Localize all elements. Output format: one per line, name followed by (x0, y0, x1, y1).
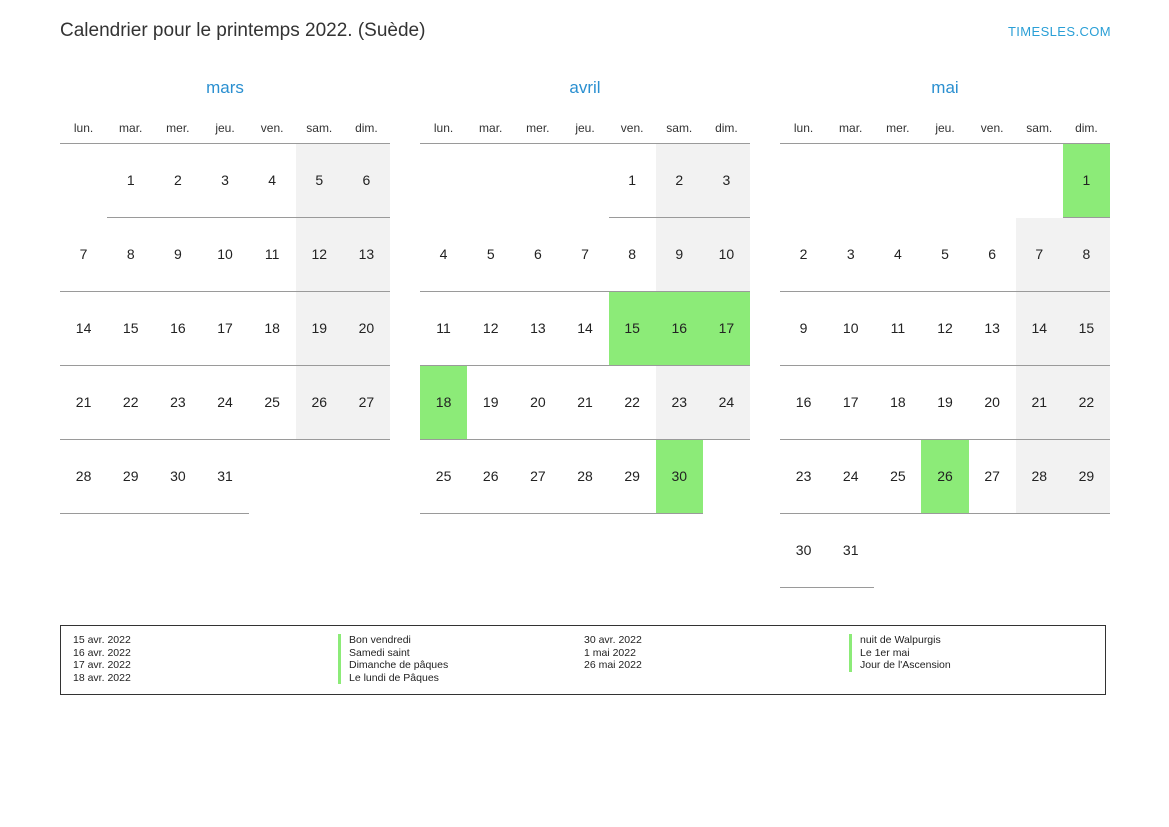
day-cell[interactable] (874, 440, 921, 514)
week-row (420, 366, 750, 440)
day-number: 26 (921, 440, 968, 513)
day-number: 3 (846, 245, 855, 262)
day-number (969, 144, 1016, 217)
day-cell[interactable] (921, 366, 968, 440)
legend-date: 1 mai 2022 (584, 646, 636, 659)
day-cell[interactable] (201, 440, 248, 514)
weekday-header: dim. (703, 112, 750, 144)
day-cell-empty (1016, 144, 1063, 218)
day-cell[interactable] (154, 440, 201, 514)
weekday-header: mer. (154, 112, 201, 144)
week-row (60, 440, 390, 514)
weekday-header: sam. (656, 112, 703, 144)
day-number: 27 (343, 366, 390, 439)
legend-left-dates (73, 634, 338, 684)
day-cell[interactable] (201, 144, 248, 218)
day-cell[interactable] (514, 366, 561, 440)
day-number: 12 (296, 218, 343, 291)
day-cell[interactable] (296, 144, 343, 218)
month-block (420, 78, 750, 588)
day-cell[interactable] (107, 144, 154, 218)
day-number: 14 (577, 320, 593, 336)
week-row (60, 144, 390, 218)
day-cell[interactable] (296, 366, 343, 440)
month-name: mai (931, 78, 959, 97)
day-number: 20 (984, 394, 1000, 410)
day-number: 9 (173, 246, 182, 262)
day-cell[interactable] (420, 292, 467, 366)
day-cell[interactable] (249, 366, 296, 440)
day-cell[interactable] (609, 218, 656, 292)
day-number (420, 144, 467, 217)
day-number: 11 (436, 320, 451, 336)
day-cell-empty (921, 144, 968, 218)
day-number: 7 (1016, 218, 1063, 291)
day-cell[interactable] (874, 218, 921, 292)
day-number: 22 (1063, 366, 1110, 439)
legend-date: 30 avr. 2022 (584, 634, 642, 646)
day-number: 5 (296, 144, 343, 217)
site-brand-link[interactable]: TIMESLES.COM (1007, 24, 1111, 39)
day-number: 4 (439, 245, 448, 262)
day-cell[interactable] (780, 218, 827, 292)
day-number: 23 (656, 366, 703, 439)
week-row (420, 218, 750, 292)
day-cell[interactable] (656, 144, 703, 218)
day-cell[interactable] (343, 292, 390, 366)
day-number: 19 (937, 394, 953, 410)
week-row (420, 144, 750, 218)
day-number (1016, 144, 1063, 217)
day-cell[interactable] (514, 218, 561, 292)
day-number: 22 (624, 394, 640, 410)
weekday-header: lun. (780, 112, 827, 144)
day-cell[interactable] (420, 218, 467, 292)
day-cell[interactable] (827, 440, 874, 514)
weekday-header: mer. (874, 112, 921, 144)
month-table (420, 112, 750, 514)
day-cell[interactable] (609, 440, 656, 514)
day-number (874, 144, 921, 217)
day-cell-holiday[interactable] (703, 292, 750, 366)
day-cell[interactable] (467, 366, 514, 440)
day-number: 5 (486, 245, 495, 262)
day-number: 23 (170, 394, 186, 410)
day-number: 27 (984, 468, 1000, 484)
day-number: 2 (173, 172, 182, 188)
day-number (249, 440, 296, 513)
day-number: 11 (890, 320, 906, 336)
day-cell-empty (561, 144, 608, 218)
day-number: 16 (795, 394, 812, 410)
legend-date: 18 avr. 2022 (73, 671, 131, 684)
day-number: 21 (577, 394, 593, 410)
day-cell[interactable] (1063, 218, 1110, 292)
day-cell-holiday[interactable] (420, 366, 467, 440)
day-cell[interactable] (780, 292, 827, 366)
day-cell[interactable] (561, 292, 608, 366)
day-cell[interactable] (60, 218, 107, 292)
day-cell-holiday[interactable] (609, 292, 656, 366)
day-number: 19 (482, 394, 499, 410)
day-number (921, 514, 968, 587)
day-number: 18 (890, 394, 906, 410)
weekday-header: mar. (107, 112, 154, 144)
day-number: 3 (221, 172, 229, 188)
day-number: 15 (609, 292, 656, 365)
day-number: 12 (482, 320, 499, 336)
day-cell[interactable] (467, 218, 514, 292)
day-number: 29 (624, 468, 640, 484)
weekday-header-row (420, 112, 750, 144)
day-number: 30 (795, 542, 812, 558)
day-number: 12 (937, 320, 953, 336)
day-number: 24 (842, 468, 859, 484)
day-number: 30 (656, 440, 703, 513)
week-row (780, 144, 1110, 218)
week-row (420, 440, 750, 514)
day-number (60, 144, 107, 217)
legend-right-dates (584, 634, 849, 684)
day-number: 1 (126, 172, 135, 188)
legend-date: 17 avr. 2022 (73, 659, 131, 672)
day-number (514, 144, 561, 217)
day-number: 15 (1063, 292, 1110, 365)
day-cell[interactable] (343, 218, 390, 292)
legend-date: 15 avr. 2022 (73, 634, 131, 646)
day-cell[interactable] (969, 366, 1016, 440)
day-number: 21 (1016, 366, 1063, 439)
day-number: 28 (75, 468, 92, 484)
day-cell-empty (703, 440, 750, 514)
day-cell[interactable] (296, 292, 343, 366)
day-cell[interactable] (249, 292, 296, 366)
day-number: 29 (122, 468, 139, 484)
day-cell[interactable] (827, 292, 874, 366)
day-number: 10 (703, 218, 750, 291)
day-number (296, 440, 343, 513)
legend-right-names (849, 634, 1095, 684)
day-cell[interactable] (1016, 440, 1063, 514)
day-cell[interactable] (107, 366, 154, 440)
day-number: 23 (795, 468, 812, 484)
day-cell-empty (60, 144, 107, 218)
day-cell[interactable] (703, 218, 750, 292)
day-cell[interactable] (561, 218, 608, 292)
day-number: 25 (264, 394, 280, 410)
week-row (60, 218, 390, 292)
week-row (60, 292, 390, 366)
day-number: 3 (703, 144, 750, 217)
day-cell-empty (827, 144, 874, 218)
day-cell[interactable] (60, 292, 107, 366)
day-number: 16 (656, 292, 703, 365)
day-number: 1 (628, 172, 637, 188)
day-cell[interactable] (656, 366, 703, 440)
day-number: 24 (217, 394, 233, 410)
week-row (780, 218, 1110, 292)
day-number: 16 (170, 320, 186, 336)
day-cell[interactable] (154, 366, 201, 440)
week-row (780, 366, 1110, 440)
week-row (780, 440, 1110, 514)
day-number: 17 (842, 394, 859, 410)
day-cell[interactable] (467, 440, 514, 514)
weekday-header: lun. (420, 112, 467, 144)
day-number: 26 (482, 468, 499, 484)
day-cell[interactable] (107, 292, 154, 366)
day-cell-empty (514, 144, 561, 218)
day-cell[interactable] (703, 144, 750, 218)
day-number: 7 (581, 245, 589, 262)
day-number: 5 (941, 245, 949, 262)
day-cell[interactable] (609, 366, 656, 440)
day-number: 31 (842, 542, 859, 558)
day-number: 6 (533, 245, 542, 262)
day-cell-empty (780, 144, 827, 218)
day-cell[interactable] (107, 218, 154, 292)
day-cell[interactable] (154, 144, 201, 218)
legend-date: 16 avr. 2022 (73, 646, 131, 659)
day-cell-empty (874, 514, 921, 588)
weekday-header: mer. (514, 112, 561, 144)
week-row (780, 292, 1110, 366)
month-block (60, 78, 390, 588)
day-cell[interactable] (780, 514, 827, 588)
day-cell[interactable] (561, 440, 608, 514)
day-number (561, 144, 608, 217)
day-number: 15 (122, 320, 139, 336)
month-name: mars (206, 78, 244, 97)
day-number (703, 440, 750, 513)
day-cell[interactable] (514, 440, 561, 514)
day-number: 7 (79, 245, 88, 262)
day-number (1063, 514, 1110, 587)
day-cell-empty (1016, 514, 1063, 588)
day-cell-holiday[interactable] (656, 440, 703, 514)
weekday-header: ven. (609, 112, 656, 144)
day-cell-holiday[interactable] (1063, 144, 1110, 218)
weekday-header: jeu. (561, 112, 608, 144)
day-cell[interactable] (60, 440, 107, 514)
day-cell[interactable] (343, 366, 390, 440)
day-number: 31 (217, 468, 233, 484)
day-cell-empty (249, 440, 296, 514)
day-cell[interactable] (60, 366, 107, 440)
day-cell[interactable] (514, 292, 561, 366)
day-number: 21 (75, 394, 92, 410)
day-cell[interactable] (296, 218, 343, 292)
weekday-header: sam. (296, 112, 343, 144)
day-cell-empty (1063, 514, 1110, 588)
day-cell-holiday[interactable] (921, 440, 968, 514)
day-number: 27 (530, 468, 546, 484)
day-number (921, 144, 968, 217)
day-cell[interactable] (1016, 292, 1063, 366)
day-number: 18 (264, 320, 280, 336)
day-cell[interactable] (703, 366, 750, 440)
day-cell[interactable] (201, 292, 248, 366)
day-number: 22 (122, 394, 139, 410)
legend-column-right (584, 634, 1095, 684)
day-number: 13 (984, 320, 1000, 336)
day-cell-empty (343, 440, 390, 514)
week-row (60, 366, 390, 440)
day-cell[interactable] (827, 366, 874, 440)
day-number: 17 (703, 292, 750, 365)
day-number: 10 (842, 320, 859, 336)
legend-holiday-name: nuit de Walpurgis (849, 634, 1095, 647)
week-row (420, 292, 750, 366)
month-name: avril (569, 78, 601, 97)
day-number: 19 (296, 292, 343, 365)
day-number: 17 (217, 320, 233, 336)
day-number: 9 (656, 218, 703, 291)
day-cell-empty (921, 514, 968, 588)
legend-date: 26 mai 2022 (584, 659, 642, 672)
day-cell[interactable] (1016, 218, 1063, 292)
weekday-header: ven. (969, 112, 1016, 144)
day-cell[interactable] (921, 292, 968, 366)
day-number: 13 (343, 218, 390, 291)
day-cell-empty (296, 440, 343, 514)
day-number: 14 (75, 320, 92, 336)
day-cell[interactable] (154, 292, 201, 366)
weekday-header: sam. (1016, 112, 1063, 144)
day-number (1016, 514, 1063, 587)
day-number: 10 (217, 246, 233, 262)
day-number: 25 (890, 468, 906, 484)
day-number (827, 144, 874, 217)
weekday-header-row (60, 112, 390, 144)
day-number (780, 144, 827, 217)
month-table (60, 112, 390, 514)
month-block (780, 78, 1110, 588)
weekday-header: mar. (827, 112, 874, 144)
day-number: 20 (530, 394, 546, 410)
weekday-header: jeu. (201, 112, 248, 144)
day-cell[interactable] (561, 366, 608, 440)
day-cell-empty (969, 514, 1016, 588)
day-number: 8 (1063, 218, 1110, 291)
day-number: 28 (577, 468, 593, 484)
legend (60, 625, 1106, 695)
day-cell[interactable] (107, 440, 154, 514)
day-cell[interactable] (827, 218, 874, 292)
day-cell[interactable] (249, 218, 296, 292)
weekday-header: ven. (249, 112, 296, 144)
day-number: 6 (988, 245, 997, 262)
legend-holiday-name: Dimanche de pâques (338, 659, 584, 672)
day-cell[interactable] (249, 144, 296, 218)
legend-holiday-name: Jour de l'Ascension (849, 659, 1095, 672)
day-number: 20 (343, 292, 390, 365)
day-cell[interactable] (969, 440, 1016, 514)
day-number: 9 (799, 320, 808, 336)
day-number: 4 (268, 172, 277, 188)
legend-holiday-name: Le 1er mai (849, 647, 1095, 660)
day-cell[interactable] (343, 144, 390, 218)
day-number: 8 (126, 246, 135, 262)
day-cell[interactable] (609, 144, 656, 218)
day-cell[interactable] (1063, 366, 1110, 440)
day-cell[interactable] (874, 292, 921, 366)
day-cell-empty (969, 144, 1016, 218)
day-number: 25 (435, 468, 452, 484)
day-number: 4 (893, 245, 902, 262)
day-cell[interactable] (969, 292, 1016, 366)
day-number: 1 (1063, 144, 1110, 217)
day-cell-empty (467, 144, 514, 218)
weekday-header-row (780, 112, 1110, 144)
day-number (969, 514, 1016, 587)
day-cell[interactable] (780, 440, 827, 514)
day-number: 14 (1016, 292, 1063, 365)
legend-holiday-name: Samedi saint (338, 647, 584, 660)
day-cell[interactable] (1063, 292, 1110, 366)
day-cell[interactable] (656, 218, 703, 292)
day-number: 11 (264, 246, 280, 262)
day-number (467, 144, 514, 217)
weekday-header: dim. (1063, 112, 1110, 144)
weekday-header: mar. (467, 112, 514, 144)
day-cell[interactable] (201, 366, 248, 440)
week-row (780, 514, 1110, 588)
day-number: 30 (170, 468, 186, 484)
day-cell[interactable] (420, 440, 467, 514)
day-cell[interactable] (969, 218, 1016, 292)
legend-holiday-name: Le lundi de Pâques (338, 672, 584, 685)
day-cell[interactable] (1063, 440, 1110, 514)
day-cell[interactable] (874, 366, 921, 440)
day-cell-holiday[interactable] (656, 292, 703, 366)
day-number: 29 (1063, 440, 1110, 513)
legend-holiday-name: Bon vendredi (338, 634, 584, 647)
weekday-header: dim. (343, 112, 390, 144)
weekday-header: jeu. (921, 112, 968, 144)
weekday-header: lun. (60, 112, 107, 144)
page-title: Calendrier pour le printemps 2022. (Suède) (60, 20, 426, 41)
day-number: 28 (1016, 440, 1063, 513)
day-number (874, 514, 921, 587)
month-table (780, 112, 1110, 588)
day-number: 26 (296, 366, 343, 439)
day-number: 2 (656, 144, 703, 217)
day-cell[interactable] (827, 514, 874, 588)
day-cell-empty (874, 144, 921, 218)
day-number (343, 440, 390, 513)
day-cell[interactable] (154, 218, 201, 292)
legend-column-left (73, 634, 584, 684)
day-cell[interactable] (1016, 366, 1063, 440)
day-number: 13 (530, 320, 546, 336)
day-number: 6 (343, 144, 390, 217)
day-number: 18 (420, 366, 467, 439)
legend-left-names (338, 634, 584, 684)
day-cell[interactable] (921, 218, 968, 292)
day-number: 24 (703, 366, 750, 439)
day-cell[interactable] (467, 292, 514, 366)
day-number: 8 (628, 246, 637, 262)
calendar-months-container (60, 78, 1110, 588)
day-number: 2 (799, 245, 808, 262)
day-cell-empty (420, 144, 467, 218)
day-cell[interactable] (780, 366, 827, 440)
day-cell[interactable] (201, 218, 248, 292)
